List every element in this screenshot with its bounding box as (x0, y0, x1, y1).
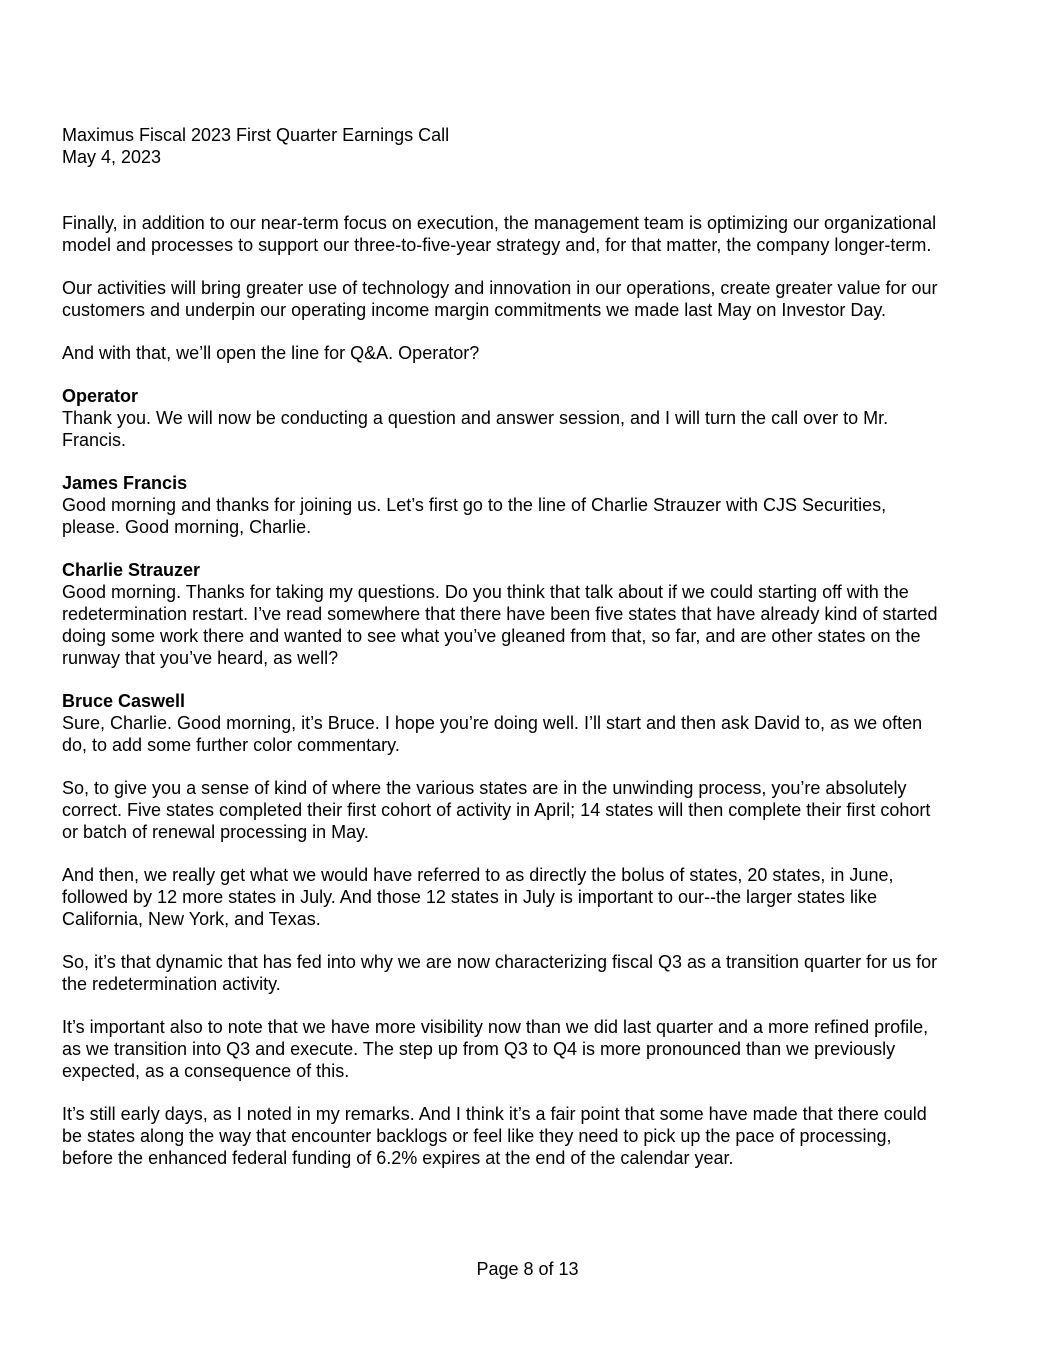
speaker-block (62, 472, 992, 538)
paragraph-text: Sure, Charlie. Good morning, it’s Bruce. I hope you’re doing well. I’ll start and then ask David to, as we often do, to add some further color commentary. (62, 713, 923, 755)
transcript-paragraph (62, 1016, 992, 1082)
speaker-name: Bruce Caswell (62, 691, 186, 711)
transcript-paragraph (62, 777, 992, 843)
speaker-name: Charlie Strauzer (62, 560, 201, 580)
transcript-paragraph (62, 864, 992, 930)
document-date: May 4, 2023 (62, 147, 162, 167)
paragraph-text: And with that, we’ll open the line for Q&A. Operator? (62, 343, 480, 363)
speaker-block (62, 690, 992, 756)
document-title: Maximus Fiscal 2023 First Quarter Earnings Call (62, 125, 450, 145)
speaker-name: Operator (62, 386, 139, 406)
page-number: Page 8 of 13 (476, 1259, 579, 1279)
speaker-block (62, 385, 992, 451)
paragraph-text: Thank you. We will now be conducting a question and answer session, and I will turn the call over to Mr. Francis. (62, 408, 889, 450)
paragraph-text: So, to give you a sense of kind of where the various states are in the unwinding process, you’re absolutely correct. Five states completed their first cohort of activity in April; 14 states will then complete their first cohort or batch of renewal processing in May. (62, 778, 931, 842)
transcript-paragraph (62, 212, 992, 256)
paragraph-text: Good morning and thanks for joining us. Let’s first go to the line of Charlie Strauzer with CJS Securities, please. Good morning, Charlie. (62, 495, 887, 537)
speaker-block (62, 559, 992, 669)
transcript-body (62, 212, 992, 1190)
paragraph-text: It’s important also to note that we have more visibility now than we did last quarter and a more refined profile, as we transition into Q3 and execute. The step up from Q3 to Q4 is more pronounced than we previously expected, as a consequence of this. (62, 1017, 929, 1081)
paragraph-text: It’s still early days, as I noted in my remarks. And I think it’s a fair point that some have made that there could be states along the way that encounter backlogs or feel like they need to pick up the pace of processing, before the enhanced federal funding of 6.2% expires at the end of the calendar year. (62, 1104, 927, 1168)
paragraph-text: Our activities will bring greater use of technology and innovation in our operations, create greater value for our customers and underpin our operating income margin commitments we made last May on Investor Day. (62, 278, 938, 320)
speaker-name: James Francis (62, 473, 188, 493)
transcript-paragraph (62, 277, 992, 321)
paragraph-text: And then, we really get what we would have referred to as directly the bolus of states, 20 states, in June, followed by 12 more states in July. And those 12 states in July is important to our--the larger states like California, New York, and Texas. (62, 865, 894, 929)
paragraph-text: So, it’s that dynamic that has fed into why we are now characterizing fiscal Q3 as a transition quarter for us for the redetermination activity. (62, 952, 938, 994)
paragraph-text: Good morning. Thanks for taking my questions. Do you think that talk about if we could starting off with the redetermination restart. I’ve read somewhere that there have been five states that have already kind of started doing some work there and wanted to see what you’ve gleaned from that, so far, and are other states on the runway that you’ve heard, as well? (62, 582, 938, 668)
paragraph-text: Finally, in addition to our near-term focus on execution, the management team is optimizing our organizational model and processes to support our three-to-five-year strategy and, for that matter, the company longer-term. (62, 213, 937, 255)
document-header (62, 124, 449, 168)
transcript-paragraph (62, 1103, 992, 1169)
transcript-paragraph (62, 951, 992, 995)
transcript-paragraph (62, 342, 992, 364)
